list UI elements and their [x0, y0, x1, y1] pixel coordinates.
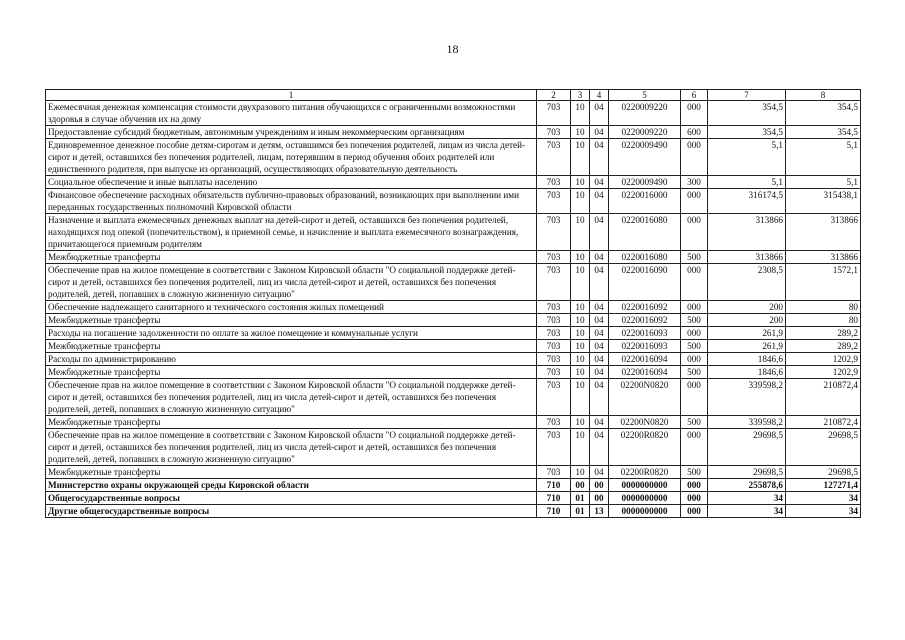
- amount-cell: 29698,5: [708, 466, 786, 479]
- table-row: [46, 366, 861, 379]
- item-name-cell: Финансовое обеспечение расходных обязательств публично-правовых образований, возникающих при выполнении ими переданных государственных полномочий Кировской области: [46, 189, 537, 214]
- amount-cell: 289,2: [786, 340, 861, 353]
- amount-cell: 354,5: [786, 126, 861, 139]
- amount-cell: 1572,1: [786, 264, 861, 301]
- header-cell: 7: [708, 90, 786, 101]
- section-cell: 10: [571, 416, 590, 429]
- subsection-cell: 00: [590, 492, 609, 505]
- amount-cell: 289,2: [786, 327, 861, 340]
- header-cell: 2: [537, 90, 571, 101]
- table-row: [46, 466, 861, 479]
- amount-cell: 1202,9: [786, 366, 861, 379]
- section-cell: 10: [571, 429, 590, 466]
- target-article-cell: 0220016094: [609, 353, 681, 366]
- amount-cell: 29698,5: [786, 429, 861, 466]
- code-cell: 703: [537, 139, 571, 176]
- header-cell: 3: [571, 90, 590, 101]
- table-row: [46, 492, 861, 505]
- expense-type-cell: 600: [681, 126, 708, 139]
- item-name-cell: Назначение и выплата ежемесячных денежных выплат на детей-сирот и детей, оставшихся без попечения родителей, находящихся под опекой (попечительством), в приемной семье, и начисление и выплата ежемесячного вознаграждения, причитающегося приемным родителям: [46, 214, 537, 251]
- subsection-cell: 04: [590, 264, 609, 301]
- subsection-cell: 04: [590, 466, 609, 479]
- subsection-cell: 04: [590, 366, 609, 379]
- amount-cell: 261,9: [708, 340, 786, 353]
- amount-cell: 2308,5: [708, 264, 786, 301]
- code-cell: 703: [537, 466, 571, 479]
- table-header-row: [46, 90, 861, 101]
- code-cell: 703: [537, 251, 571, 264]
- code-cell: 703: [537, 353, 571, 366]
- item-name-cell: Расходы по администрированию: [46, 353, 537, 366]
- target-article-cell: 0220016090: [609, 264, 681, 301]
- code-cell: 703: [537, 429, 571, 466]
- item-name-cell: Обеспечение прав на жилое помещение в соответствии с Законом Кировской области "О социальной поддержке детей-сирот и детей, оставшихся без попечения родителей, лиц из числа детей-сирот и детей, оставшихся без попечения родителей, детей, попавших в сложную жизненную ситуацию": [46, 264, 537, 301]
- code-cell: 703: [537, 314, 571, 327]
- item-name-cell: Единовременное денежное пособие детям-сиротам и детям, оставшимся без попечения родителей, лицам из числа детей-сирот и детей, оставшихся без попечения родителей, лицам, потерявшим в период обучения обоих родителей или единственного родителя, при выпуске из организаций, осуществляющих образовательную деятельность: [46, 139, 537, 176]
- subsection-cell: 04: [590, 176, 609, 189]
- expense-type-cell: 000: [681, 505, 708, 518]
- subsection-cell: 04: [590, 340, 609, 353]
- amount-cell: 313866: [708, 214, 786, 251]
- item-name-cell: Межбюджетные трансферты: [46, 314, 537, 327]
- section-cell: 10: [571, 176, 590, 189]
- expense-type-cell: 000: [681, 264, 708, 301]
- subsection-cell: 04: [590, 429, 609, 466]
- amount-cell: 5,1: [708, 176, 786, 189]
- subsection-cell: 04: [590, 189, 609, 214]
- item-name-cell: Ежемесячная денежная компенсация стоимости двухразового питания обучающихся с ограниченными возможностями здоровья в случае обучения их на дому: [46, 101, 537, 126]
- subsection-cell: 04: [590, 314, 609, 327]
- subsection-cell: 04: [590, 101, 609, 126]
- section-cell: 10: [571, 189, 590, 214]
- target-article-cell: 0220016093: [609, 340, 681, 353]
- expense-type-cell: 500: [681, 314, 708, 327]
- section-cell: 10: [571, 340, 590, 353]
- page-number: 18: [446, 42, 459, 56]
- target-article-cell: 02200R0820: [609, 429, 681, 466]
- table-row: [46, 101, 861, 126]
- item-name-cell: Обеспечение надлежащего санитарного и технического состояния жилых помещений: [46, 301, 537, 314]
- expense-type-cell: 300: [681, 176, 708, 189]
- expense-type-cell: 000: [681, 479, 708, 492]
- subsection-cell: 04: [590, 416, 609, 429]
- table-row: [46, 251, 861, 264]
- amount-cell: 313866: [786, 214, 861, 251]
- expense-type-cell: 000: [681, 327, 708, 340]
- expense-type-cell: 000: [681, 301, 708, 314]
- code-cell: 703: [537, 126, 571, 139]
- header-cell: 1: [46, 90, 537, 101]
- item-name-cell: Социальное обеспечение и иные выплаты населению: [46, 176, 537, 189]
- target-article-cell: 0220009220: [609, 101, 681, 126]
- table-row: [46, 189, 861, 214]
- item-name-cell: Другие общегосударственные вопросы: [46, 505, 537, 518]
- section-cell: 10: [571, 214, 590, 251]
- expense-type-cell: 000: [681, 214, 708, 251]
- subsection-cell: 04: [590, 353, 609, 366]
- amount-cell: 5,1: [708, 139, 786, 176]
- subsection-cell: 13: [590, 505, 609, 518]
- item-name-cell: Межбюджетные трансферты: [46, 251, 537, 264]
- amount-cell: 34: [786, 505, 861, 518]
- table-row: [46, 479, 861, 492]
- target-article-cell: 0220016093: [609, 327, 681, 340]
- table-row: [46, 429, 861, 466]
- amount-cell: 200: [708, 301, 786, 314]
- amount-cell: 313866: [708, 251, 786, 264]
- item-name-cell: Обеспечение прав на жилое помещение в соответствии с Законом Кировской области "О социальной поддержке детей-сирот и детей, оставшихся без попечения родителей, лиц из числа детей-сирот и детей, оставшихся без попечения родителей, детей, попавших в сложную жизненную ситуацию": [46, 429, 537, 466]
- amount-cell: 34: [708, 492, 786, 505]
- target-article-cell: 02200N0820: [609, 416, 681, 429]
- amount-cell: 255878,6: [708, 479, 786, 492]
- target-article-cell: 0220016000: [609, 189, 681, 214]
- amount-cell: 339598,2: [708, 379, 786, 416]
- section-cell: 10: [571, 314, 590, 327]
- target-article-cell: 02200R0820: [609, 466, 681, 479]
- subsection-cell: 04: [590, 126, 609, 139]
- subsection-cell: 04: [590, 139, 609, 176]
- amount-cell: 354,5: [786, 101, 861, 126]
- amount-cell: 354,5: [708, 126, 786, 139]
- code-cell: 703: [537, 327, 571, 340]
- table-row: [46, 214, 861, 251]
- section-cell: 01: [571, 492, 590, 505]
- target-article-cell: 0220009220: [609, 126, 681, 139]
- amount-cell: 316174,5: [708, 189, 786, 214]
- code-cell: 703: [537, 264, 571, 301]
- subsection-cell: 04: [590, 251, 609, 264]
- expense-type-cell: 500: [681, 340, 708, 353]
- amount-cell: 315438,1: [786, 189, 861, 214]
- code-cell: 710: [537, 492, 571, 505]
- item-name-cell: Расходы на погашение задолженности по оплате за жилое помещение и коммунальные услуги: [46, 327, 537, 340]
- amount-cell: 354,5: [708, 101, 786, 126]
- expense-type-cell: 000: [681, 139, 708, 176]
- amount-cell: 80: [786, 314, 861, 327]
- table-row: [46, 264, 861, 301]
- item-name-cell: Обеспечение прав на жилое помещение в соответствии с Законом Кировской области "О социальной поддержке детей-сирот и детей, оставшихся без попечения родителей, лиц из числа детей-сирот и детей, оставшихся без попечения родителей, детей, попавших в сложную жизненную ситуацию": [46, 379, 537, 416]
- amount-cell: 339598,2: [708, 416, 786, 429]
- code-cell: 703: [537, 340, 571, 353]
- code-cell: 710: [537, 505, 571, 518]
- header-cell: 5: [609, 90, 681, 101]
- amount-cell: 34: [786, 492, 861, 505]
- section-cell: 10: [571, 353, 590, 366]
- amount-cell: 210872,4: [786, 416, 861, 429]
- expense-type-cell: 000: [681, 429, 708, 466]
- amount-cell: 261,9: [708, 327, 786, 340]
- item-name-cell: Предоставление субсидий бюджетным, автономным учреждениям и иным некоммерческим организациям: [46, 126, 537, 139]
- table-row: [46, 327, 861, 340]
- expense-type-cell: 000: [681, 101, 708, 126]
- expense-type-cell: 500: [681, 466, 708, 479]
- target-article-cell: 0000000000: [609, 505, 681, 518]
- amount-cell: 29698,5: [786, 466, 861, 479]
- amount-cell: 80: [786, 301, 861, 314]
- expense-type-cell: 500: [681, 416, 708, 429]
- code-cell: 703: [537, 416, 571, 429]
- item-name-cell: Межбюджетные трансферты: [46, 466, 537, 479]
- amount-cell: 29698,5: [708, 429, 786, 466]
- section-cell: 10: [571, 251, 590, 264]
- table-row: [46, 126, 861, 139]
- header-cell: 4: [590, 90, 609, 101]
- code-cell: 710: [537, 479, 571, 492]
- table-row: [46, 340, 861, 353]
- section-cell: 10: [571, 139, 590, 176]
- expense-type-cell: 000: [681, 189, 708, 214]
- target-article-cell: 0220016092: [609, 301, 681, 314]
- target-article-cell: 0220016080: [609, 251, 681, 264]
- budget-table: [45, 89, 861, 518]
- expense-type-cell: 000: [681, 379, 708, 416]
- subsection-cell: 00: [590, 479, 609, 492]
- amount-cell: 210872,4: [786, 379, 861, 416]
- expense-type-cell: 500: [681, 251, 708, 264]
- amount-cell: 200: [708, 314, 786, 327]
- amount-cell: 1202,9: [786, 353, 861, 366]
- amount-cell: 5,1: [786, 139, 861, 176]
- section-cell: 10: [571, 366, 590, 379]
- subsection-cell: 04: [590, 379, 609, 416]
- code-cell: 703: [537, 189, 571, 214]
- table-row: [46, 416, 861, 429]
- section-cell: 10: [571, 264, 590, 301]
- amount-cell: 1846,6: [708, 366, 786, 379]
- code-cell: 703: [537, 176, 571, 189]
- subsection-cell: 04: [590, 214, 609, 251]
- target-article-cell: 0220009490: [609, 176, 681, 189]
- table-row: [46, 314, 861, 327]
- table-body: [46, 101, 861, 518]
- table-row: [46, 301, 861, 314]
- table-row: [46, 379, 861, 416]
- target-article-cell: 0000000000: [609, 492, 681, 505]
- table-row: [46, 505, 861, 518]
- code-cell: 703: [537, 101, 571, 126]
- amount-cell: 34: [708, 505, 786, 518]
- section-cell: 01: [571, 505, 590, 518]
- expense-type-cell: 000: [681, 353, 708, 366]
- target-article-cell: 0000000000: [609, 479, 681, 492]
- section-cell: 10: [571, 126, 590, 139]
- item-name-cell: Министерство охраны окружающей среды Кировской области: [46, 479, 537, 492]
- expense-type-cell: 500: [681, 366, 708, 379]
- item-name-cell: Общегосударственные вопросы: [46, 492, 537, 505]
- code-cell: 703: [537, 214, 571, 251]
- target-article-cell: 02200N0820: [609, 379, 681, 416]
- amount-cell: 5,1: [786, 176, 861, 189]
- section-cell: 10: [571, 327, 590, 340]
- table-row: [46, 139, 861, 176]
- amount-cell: 313866: [786, 251, 861, 264]
- header-cell: 8: [786, 90, 861, 101]
- section-cell: 00: [571, 479, 590, 492]
- item-name-cell: Межбюджетные трансферты: [46, 366, 537, 379]
- target-article-cell: 0220016080: [609, 214, 681, 251]
- amount-cell: 127271,4: [786, 479, 861, 492]
- code-cell: 703: [537, 366, 571, 379]
- section-cell: 10: [571, 379, 590, 416]
- header-cell: 6: [681, 90, 708, 101]
- expense-type-cell: 000: [681, 492, 708, 505]
- amount-cell: 1846,6: [708, 353, 786, 366]
- table-row: [46, 176, 861, 189]
- section-cell: 10: [571, 466, 590, 479]
- item-name-cell: Межбюджетные трансферты: [46, 340, 537, 353]
- target-article-cell: 0220016094: [609, 366, 681, 379]
- section-cell: 10: [571, 301, 590, 314]
- subsection-cell: 04: [590, 301, 609, 314]
- item-name-cell: Межбюджетные трансферты: [46, 416, 537, 429]
- section-cell: 10: [571, 101, 590, 126]
- subsection-cell: 04: [590, 327, 609, 340]
- code-cell: 703: [537, 379, 571, 416]
- target-article-cell: 0220016092: [609, 314, 681, 327]
- table-row: [46, 353, 861, 366]
- target-article-cell: 0220009490: [609, 139, 681, 176]
- code-cell: 703: [537, 301, 571, 314]
